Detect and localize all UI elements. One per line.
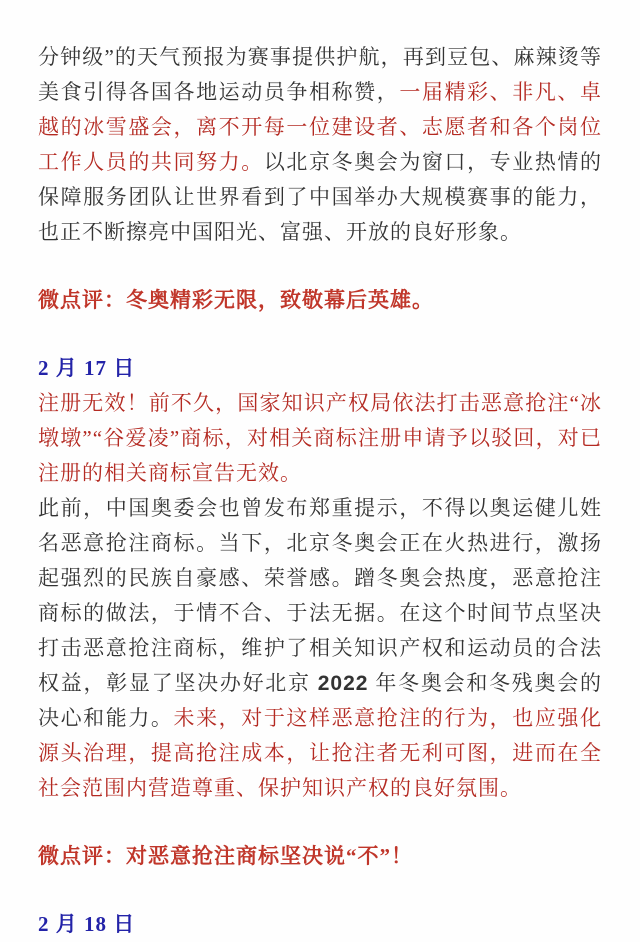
text-segment-red: 一届精彩、非凡、卓越的冰雪盛会，离不开每一位建设者、志愿者和各个岗位工作人员的共同努力。 <box>38 80 603 174</box>
date-heading-feb-18: 2 月 18 日 <box>38 912 136 936</box>
paragraph-winter-olympics-service <box>38 40 602 250</box>
text-segment-black: 分钟级”的天气预报为赛事提供护航，再到豆包、麻辣烫等美食引得各国各地运动员争相称赞， <box>38 45 602 104</box>
text-segment-black: 此前，中国奥委会也曾发布郑重提示，不得以奥运健儿姓名恶意抢注商标。当下，北京冬奥会正在火热进行，激扬起强烈的民族自豪感、荣誉感。蹭冬奥会热度，恶意抢注商标的做法，于情不合、于法无据。在这个时间节点坚决打击恶意抢注商标，维护了相关知识产权和运动员的合法权益，彰显了坚决办好北京 <box>38 496 602 695</box>
text-segment-black: 2022 <box>317 672 369 695</box>
paragraph-trademark-invalid: 注册无效！前不久，国家知识产权局依法打击恶意抢注“冰墩墩”“谷爱凌”商标，对相关商标注册申请予以驳回，对已注册的相关商标宣告无效。 <box>38 391 602 485</box>
micro-comment-2: 微点评：对恶意抢注商标坚决说“不”！ <box>38 844 413 868</box>
paragraph-trademark-commentary <box>38 491 602 806</box>
text-segment-black: 年冬奥会和冬残奥会的决心和能力。 <box>38 671 602 730</box>
blank-line <box>38 318 602 351</box>
blank-line <box>38 806 602 839</box>
text-segment-black: 以北京冬奥会为窗口，专业热情的保障服务团队让世界看到了中国举办大规模赛事的能力，也正不断擦亮中国阳光、富强、开放的良好形象。 <box>38 150 603 244</box>
date-heading-feb-17: 2 月 17 日 <box>38 356 136 380</box>
blank-line <box>38 874 602 907</box>
blank-line <box>38 250 602 283</box>
text-segment-red: 未来，对于这样恶意抢注的行为，也应强化源头治理，提高抢注成本，让抢注者无利可图，进而在全社会范围内营造尊重、保护知识产权的良好氛围。 <box>38 706 602 800</box>
micro-comment-1: 微点评：冬奥精彩无限，致敬幕后英雄。 <box>38 288 434 312</box>
